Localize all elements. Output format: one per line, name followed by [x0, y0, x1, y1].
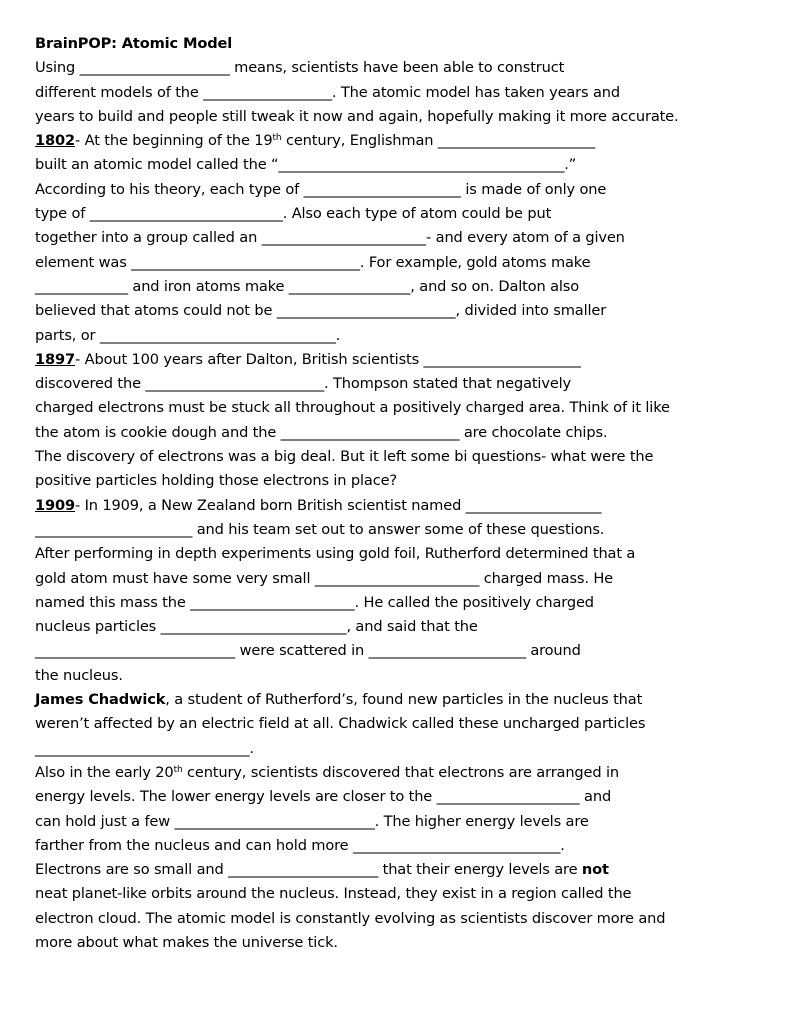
- year-1897: 1897: [35, 350, 76, 368]
- worksheet: [35, 32, 763, 955]
- century-lead: Also in the early 20: [35, 763, 174, 781]
- emphasis-not: not: [581, 861, 609, 879]
- text-line: can hold just a few ____________________________. The higher energy levels are: [35, 812, 589, 830]
- text-line: After performing in depth experiments using gold foil, Rutherford determined that a: [35, 545, 636, 563]
- page-title: BrainPOP: Atomic Model: [35, 35, 233, 52]
- text-line: believed that atoms could not be _________________________, divided into smaller: [35, 302, 607, 320]
- electrons-lead: Electrons are so small and _____________________ that their energy levels are: [35, 861, 582, 879]
- superscript: th: [173, 764, 183, 775]
- text-line: parts, or _________________________________.: [35, 326, 341, 344]
- text-line: more about what makes the universe tick.: [35, 933, 338, 951]
- electrons-line: [35, 858, 763, 882]
- text-line: ____________________________ were scattered in ______________________ around: [35, 642, 581, 660]
- text-line: ______________________________.: [35, 739, 254, 757]
- chadwick-name: James Chadwick: [35, 691, 166, 709]
- chadwick-line: [35, 688, 763, 712]
- text-line: gold atom must have some very small _______________________ charged mass. He: [35, 569, 614, 587]
- text-line: years to build and people still tweak it now and again, hopefully making it more accurate.: [35, 107, 679, 125]
- text-line: The discovery of electrons was a big deal. But it left some bi questions- what were the: [35, 448, 654, 466]
- text-line: built an atomic model called the “________________________________________.”: [35, 156, 577, 174]
- text-line: element was ________________________________. For example, gold atoms make: [35, 253, 591, 271]
- text-line: together into a group called an _______________________- and every atom of a given: [35, 229, 625, 247]
- text-line: the nucleus.: [35, 666, 123, 684]
- section-1909-rest: - In 1909, a New Zealand born British scientist named ___________________: [75, 496, 602, 514]
- superscript: th: [272, 133, 282, 144]
- section-1802-lead: - At the beginning of the 19: [75, 132, 273, 150]
- text-line: electron cloud. The atomic model is constantly evolving as scientists discover more and: [35, 909, 666, 927]
- text-line: According to his theory, each type of ______________________ is made of only one: [35, 180, 607, 198]
- text-line: type of ___________________________. Also each type of atom could be put: [35, 205, 552, 223]
- section-1802-line: [35, 129, 763, 153]
- century-line: [35, 761, 763, 785]
- text-line: Using _____________________ means, scientists have been able to construct: [35, 59, 565, 77]
- text-line: charged electrons must be stuck all throughout a positively charged area. Think of it like: [35, 399, 670, 417]
- chadwick-rest: , a student of Rutherford’s, found new particles in the nucleus that: [165, 691, 643, 709]
- section-1897-rest: - About 100 years after Dalton, British scientists ______________________: [75, 350, 581, 368]
- text-line: the atom is cookie dough and the _________________________ are chocolate chips.: [35, 423, 608, 441]
- text-line: farther from the nucleus and can hold more _____________________________.: [35, 836, 565, 854]
- text-line: different models of the __________________. The atomic model has taken years and: [35, 83, 620, 101]
- year-1802: 1802: [35, 132, 76, 150]
- century-rest: century, scientists discovered that electrons are arranged in: [182, 763, 619, 781]
- section-1909-line: [35, 494, 763, 518]
- section-1897-line: [35, 348, 763, 372]
- text-line: nucleus particles __________________________, and said that the: [35, 618, 478, 636]
- section-1802-rest: century, Englishman ______________________: [281, 132, 596, 150]
- text-line: neat planet-like orbits around the nucleus. Instead, they exist in a region called the: [35, 885, 632, 903]
- text-line: ______________________ and his team set out to answer some of these questions.: [35, 520, 605, 538]
- text-line: discovered the _________________________. Thompson stated that negatively: [35, 375, 572, 393]
- text-line: positive particles holding those electrons in place?: [35, 472, 397, 490]
- text-line: named this mass the _______________________. He called the positively charged: [35, 593, 594, 611]
- text-line: _____________ and iron atoms make _________________, and so on. Dalton also: [35, 277, 580, 295]
- year-1909: 1909: [35, 496, 76, 514]
- text-line: energy levels. The lower energy levels are closer to the ____________________ and: [35, 788, 612, 806]
- text-line: weren’t affected by an electric field at all. Chadwick called these uncharged particles: [35, 715, 646, 733]
